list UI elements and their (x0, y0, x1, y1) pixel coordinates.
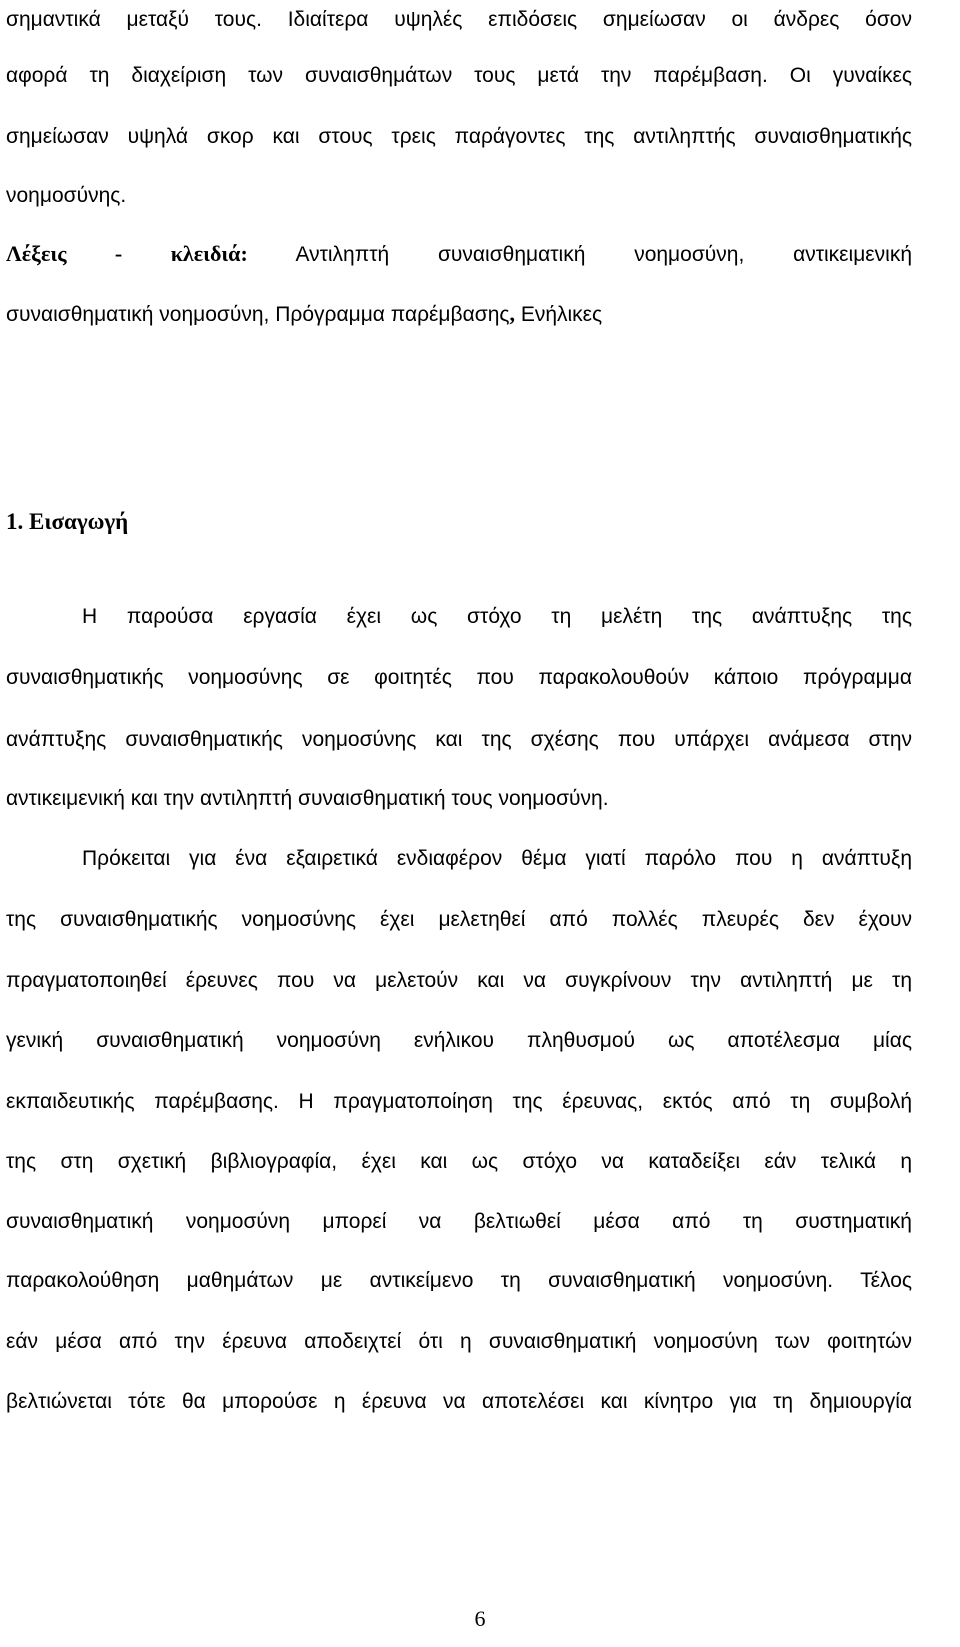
keywords-line (6, 241, 912, 268)
text-line: σημαντικά μεταξύ τους. Ιδιαίτερα υψηλές επιδόσεις σημείωσαν οι άνδρες όσον (6, 8, 912, 31)
keywords-text: Ενήλικες (515, 303, 603, 326)
text-line: αφορά τη διαχείριση των συναισθημάτων τους μετά την παρέμβαση. Οι γυναίκες (6, 64, 912, 87)
text-line: αντικειμενική και την αντιληπτή συναισθηματική τους νοημοσύνη. (6, 787, 609, 810)
text-line: Πρόκειται για ένα εξαιρετικά ενδιαφέρον θέμα γιατί παρόλο που η ανάπτυξη (82, 847, 912, 870)
text-line: βελτιώνεται τότε θα μπορούσε η έρευνα να αποτελέσει και κίνητρο για τη δημιουργία (6, 1390, 912, 1413)
text-line: συναισθηματική νοημοσύνη μπορεί να βελτιωθεί μέσα από τη συστηματική (6, 1210, 912, 1233)
keywords-text: Αντιληπτή συναισθηματική νοημοσύνη, αντικειμενική (295, 243, 913, 266)
text-line: Η παρούσα εργασία έχει ως στόχο τη μελέτη της ανάπτυξης της (82, 605, 912, 628)
text-line: συναισθηματικής νοημοσύνης σε φοιτητές που παρακολουθούν κάποιο πρόγραμμα (6, 666, 912, 689)
keywords-text: συναισθηματική νοημοσύνη, Πρόγραμμα παρέμβασης (6, 303, 510, 326)
text-line: ανάπτυξης συναισθηματικής νοημοσύνης και της σχέσης που υπάρχει ανάμεσα στην (6, 728, 912, 751)
text-line: της συναισθηματικής νοημοσύνης έχει μελετηθεί από πολλές πλευρές δεν έχουν (6, 908, 912, 931)
keywords-label: Λέξεις - κλειδιά: (6, 241, 248, 266)
text-line: νοημοσύνης. (6, 184, 127, 207)
text-line: της στη σχετική βιβλιογραφία, έχει και ως στόχο να καταδείξει εάν τελικά η (6, 1150, 912, 1173)
text-line: εάν μέσα από την έρευνα αποδειχτεί ότι η συναισθηματική νοημοσύνη των φοιτητών (6, 1330, 912, 1353)
text-line: γενική συναισθηματική νοημοσύνη ενήλικου πληθυσμού ως αποτέλεσμα μίας (6, 1029, 912, 1052)
text-line: παρακολούθηση μαθημάτων με αντικείμενο τη συναισθηματική νοημοσύνη. Τέλος (6, 1269, 912, 1292)
text-line: σημείωσαν υψηλά σκορ και στους τρεις παράγοντες της αντιληπτής συναισθηματικής (6, 125, 912, 148)
keywords-comma: , (509, 301, 515, 326)
section-heading: 1. Εισαγωγή (6, 509, 129, 534)
text-line: πραγματοποιηθεί έρευνες που να μελετούν και να συγκρίνουν την αντιληπτή με τη (6, 969, 912, 992)
page-number: 6 (474, 1606, 486, 1631)
keywords-line-2 (6, 301, 912, 328)
text-line: εκπαιδευτικής παρέμβασης. Η πραγματοποίηση της έρευνας, εκτός από τη συμβολή (6, 1090, 912, 1113)
